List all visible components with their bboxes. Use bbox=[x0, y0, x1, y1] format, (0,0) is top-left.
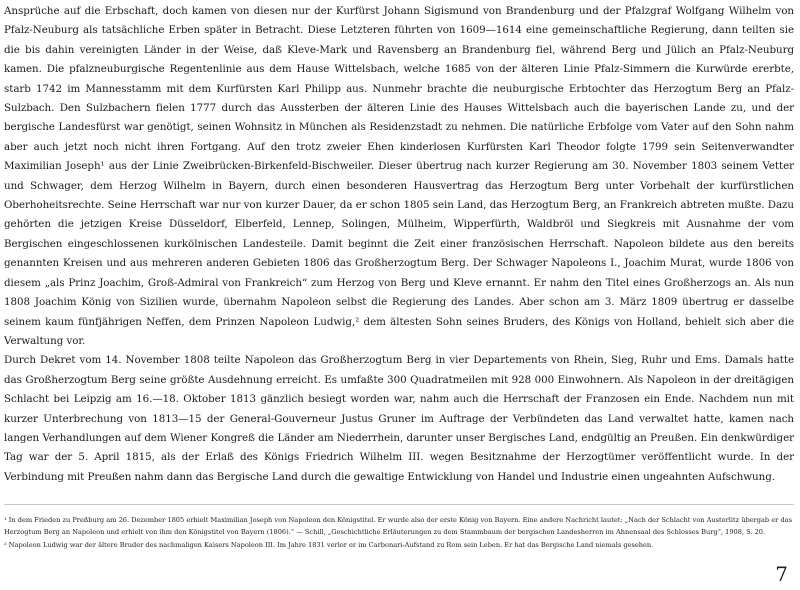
body-paragraph-1: Ansprüche auf die Erbschaft, doch kamen von diesen nur der Kurfürst Johann Sigismund von Brandenburg und der Pfalzgraf Wolfgang Wilhelm von Pfalz-Neuburg als tatsächliche Erben später in Betracht. Diese Letzteren führten von 1609—1614 eine gemeinschaftliche Regierung, dann teilten sie die bis dahin vereinigten Länder in der Weise, daß Kleve-Mark und Ravensberg an Brandenburg fiel, während Berg und Jülich an Pfalz-Neuburg kamen. Die pfalzneuburgische Regentenlinie aus dem Hause Wittelsbach, welche 1685 von der älteren Linie Pfalz-Simmern die Kurwürde ererbte, starb 1742 im Mannesstamm mit dem Kurfürsten Karl Philipp aus. Nunmehr brachte die neuburgische Erbtochter das Herzogtum Berg an Pfalz-Sulzbach. Den Sulzbachern fielen 1777 durch das Aussterben der älteren Linie des Hauses Wittelsbach auch die bayerischen Lande zu, und der bergische Landesfürst war genötigt, seinen Wohnsitz in München als Residenzstadt zu nehmen. Die natürliche Erbfolge vom Vater auf den Sohn nahm aber auch jetzt noch nicht ihren Fortgang. Auf den trotz zweier Ehen kinderlosen Kurfürsten Karl Theodor folgte 1799 sein Seitenverwandter Maximilian Joseph¹ aus der Linie Zweibrücken-Birkenfeld-Bischweiler. Dieser übertrug nach kurzer Regierung am 30. November 1803 seinem Vetter und Schwager, dem Herzog Wilhelm in Bayern, durch einen besonderen Hausvertrag das Herzogtum Berg unter Vorbehalt der kurfürstlichen Oberhoheitsrechte. Seine Herrschaft war nur von kurzer Dauer, da er schon 1805 sein Land, das Herzogtum Berg, an Frankreich abtreten mußte. Dazu gehörten die jetzigen Kreise Düsseldorf, Elberfeld, Lennep, Solingen, Mülheim, Wipperfürth, Waldbröl und Siegkreis mit Ausnahme der vom Bergischen eingeschlossenen kurkölnischen Landesteile. Damit beginnt die Zeit einer französischen Herrschaft. Napoleon bildete aus den bereits genannten Kreisen und aus mehreren anderen Gebieten 1806 das Großherzogtum Berg. Der Schwager Napoleons I., Joachim Murat, wurde 1806 von diesem „als Prinz Joachim, Groß-Admiral von Frankreich“ zum Herzog von Berg und Kleve ernannt. Er nahm den Titel eines Großherzogs an. Als nun 1808 Joachim König von Sizilien wurde, übernahm Napoleon selbst die Regierung des Landes. Aber schon am 3. März 1809 übertrug er dasselbe seinem kaum fünfjährigen Neffen, dem Prinzen Napoleon Ludwig,² dem ältesten Sohn seines Bruders, des Königs von Holland, behielt sich aber die Verwaltung vor. bbox=[4, 5, 794, 347]
footnote-1: ¹ In dem Frieden zu Preßburg am 26. Dezember 1805 erhielt Maximilian Joseph von Napoleon den Königstitel. Er wurde also der erste König von Bayern. Eine andere Nachricht lautet: „Nach der Schlacht von Austerlitz übergab er das Herzogtum Berg an Napoleon und erhielt von ihm den Königstitel von Bayern (1806).“ — Schill, „Geschichtliche Erläuterungen zu dem Stammbaum der bergischen Landesherren im Ahnensaal des Schlosses Burg“, 1908, S. 20. bbox=[4, 516, 792, 537]
document-page bbox=[4, 2, 794, 588]
page-number: 7 bbox=[775, 562, 788, 586]
footnote-divider bbox=[4, 504, 794, 505]
footnote-2: ² Napoleon Ludwig war der ältere Bruder des nachmaligen Kaisers Napoleon III. Im Jahre 1831 verlor er im Carbonari-Aufstand zu Rom sein Leben. Er hat das Bergische Land niemals gesehen. bbox=[4, 540, 654, 549]
body-paragraph-2: Durch Dekret vom 14. November 1808 teilte Napoleon das Großherzogtum Berg in vier Departements von Rhein, Sieg, Ruhr und Ems. Damals hatte das Großherzogtum Berg seine größte Ausdehnung erreicht. Es umfaßte 300 Quadratmeilen mit 928 000 Einwohnern. Als Napoleon in der dreitägigen Schlacht bei Leipzig am 16.—18. Oktober 1813 gänzlich besiegt worden war, nahm auch die Herrschaft der Franzosen ein Ende. Nachdem nun mit kurzer Unterbrechung von 1813—15 der General-Gouverneur Justus Gruner im Auftrage der Verbündeten das Land verwaltet hatte, kamen nach langen Verhandlungen auf dem Wiener Kongreß die Länder am Niederrhein, darunter unser Bergisches Land, endgültig an Preußen. Ein denkwürdiger Tag war der 5. April 1815, als der Erlaß des Königs Friedrich Wilhelm III. wegen Besitznahme der Herzogtümer veröffentlicht wurde. In der Verbindung mit Preußen nahm dann das Bergische Land durch die gewaltige Entwicklung von Handel und Industrie einen ungeahnten Aufschwung. bbox=[4, 354, 794, 483]
footnotes bbox=[4, 514, 792, 551]
